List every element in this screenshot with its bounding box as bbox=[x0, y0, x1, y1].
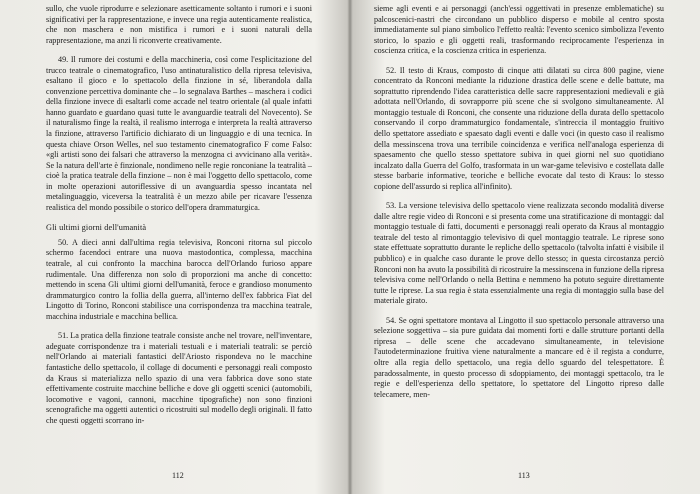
page-number-right: 113 bbox=[518, 471, 530, 480]
paragraph-52: 52. Il testo di Kraus, composto di cinque atti dilatati su circa 800 pagine, viene concentrato da Ronconi mediante la riduzione drastica delle scene e delle battute, ma soprattutto riprendendo l'idea caratteristica delle sacre rappresentazioni medievali e già adottata nell'Orlando, di sovrapporre più scene che si svolgono simultaneamente. Al montaggio testuale di Ronconi, che consente una riduzione della durata dello spettacolo conservando il corpo drammaturgico fondamentale, s'intreccia il montaggio fruitivo dello spettatore assediato e spaesato dagli eventi e dalle voci (in questo caso il realismo della messinscena trova una terribile coincidenza e verifica nell'analoga esperienza di spaesamento che quello stesso spettatore subiva in quei giorni nel suo quotidiano incalzato dalla Guerra del Golfo, trasformata in un war-game televisivo e costellata dalle stesse barbarie informative, teoriche e belliche evocate dal testo di Kraus: lo stesso copione dell'assurdo si replica all'infinito). bbox=[374, 65, 664, 191]
left-text-column bbox=[46, 4, 312, 426]
paragraph-49: 49. Il rumore dei costumi e della macchineria, così come l'esplicitazione del trucco teatrale o cinematografico, l'uso antinaturalistico della ripresa televisiva, esaltano il gioco e lo spettacolo della finzione in sé, liberandola dalla convenzione percettiva dominante che – lo segnalava Barthes – maschera i codici della finzione invece di esaltarli come accade nel teatro orientale (al quale infatti hanno guardato e guardano quasi tutte le avanguardie teatrali del Novecento). Se il naturalismo finge la realtà, il realismo interroga e interpreta la realtà attraverso la finzione, attraverso l'artificio dichiarato di un linguaggio e di una tecnica. In questa chiave Orson Welles, nel suo testamento cinematografico F come Falso: «gli artisti sono dei falsari che attraverso la menzogna ci avvicinano alla verità». Se la natura dell'arte è finzionale, nondimeno nelle regie ronconiane la teatralità – cioè la pratica teatrale della finzione – non è mai l'oggetto dello spettacolo, come in molte operazioni autoriflessive di un avanguardia spesso incantata nel metalinguaggio, viceversa la teatralità è un mezzo abile per ricavare l'essenza realistica del mondo possibile o storico dell'opera drammaturgica. bbox=[46, 55, 312, 212]
paragraph-51: 51. La pratica della finzione teatrale consiste anche nel trovare, nell'inventare, adeguate corrispondenze tra i materiali testuali e i materiali teatrali: se perciò nell'Orlando ai materiali fantastici dell'Ariosto rispondeva no le macchine fantastiche dello spettacolo, il collage di documenti e personaggi reali composto da Kraus si materializza nello spazio di una vera fabbrica dove sono state effettivamente costruite macchine belliche e dove gli oggetti scenici (automobili, locomotive e vagoni, cannoni, macchine tipografiche) non sono finzioni scenografiche ma oggetti autentici o ricostruiti sul modello degli originali. Il fatto che questi oggetti scorrano in- bbox=[46, 331, 312, 425]
paragraph-54: 54. Se ogni spettatore montava al Lingotto il suo spettacolo personale attraverso una selezione soggettiva – sia pure guidata dai momenti forti e dalle strutture portanti della ripresa – delle scene che accadevano simultaneamente, in televisione l'autodeterminazione fruitiva viene naturalmente a mancare ed è il regista a condurre, oltre alla regia dello spettacolo, una regia dello sguardo del telespettatore. È paradossalmente, in questo processo di sdoppiamento, dei montaggi spettacolo, tra le regie e dell'esperienza dello spettatore, lo spettatore del Lingotto ripreso dalle telecamere, men- bbox=[374, 315, 664, 399]
paragraph-53: 53. La versione televisiva dello spettacolo viene realizzata secondo modalità diverse dalle altre regie video di Ronconi e si presenta come una stratificazione di montaggi: dal montaggio testuale di fatti, documenti e personaggi reali operato da Kraus al montaggio teatrale del testo al rimontaggio televisivo di quel montaggio teatrale. Le riprese sono state effettuate soprattutto durante le repliche dello spettacolo (talvolta infatti è visibile il pubblico) e in qualche caso durante le prove dello stesso; in questa circostanza perciò Ronconi non ha avuto la possibilità di ricostruire la messinscena in funzione della ripresa televisiva come nell'Orlando o nella Bettina e nemmeno ha potuto seguire direttamente tutte le riprese. La sua regia è stata essenzialmente una regia di montaggio sulla base del materiale girato. bbox=[374, 201, 664, 306]
paragraph: sieme agli eventi e ai personaggi (anch'essi oggettivati in presenze emblematiche) su palcoscenici-nastri che circondano un pubblico disperso e mobile al centro sposta immediatamente sul piano simbolico l'effetto realtà: l'evento scenico simbolizza l'evento storico, lo spazio e gli oggetti reali, trasformando reciprocamente l'esperienza in coscienza critica, e la coscienza critica in esperienza. bbox=[374, 4, 664, 56]
page-number-left: 112 bbox=[172, 471, 184, 480]
right-text-column bbox=[374, 4, 664, 400]
paragraph: sullo, che vuole riprodurre e selezionare asetticamente soltanto i rumori e i suoni significativi per la rappresentazione, e invece una regia autenticamente realistica, che non maschera e non mistifica i rumori e i suoni naturali della rappresentazione, ma anzi li riconverte creativamente. bbox=[46, 4, 312, 45]
section-heading: Gli ultimi giorni dell'umanità bbox=[46, 223, 147, 233]
right-page bbox=[350, 0, 700, 494]
paragraph-50: 50. A dieci anni dall'ultima regia televisiva, Ronconi ritorna sul piccolo schermo facendoci entrare una nuova mastodontica, complessa, macchina teatrale, al cui confronto la macchina barocca dell'Orlando furioso appare rudimentale. Una differenza non solo di proporzioni ma anche di concetto: mettendo in scena Gli ultimi giorni dell'umanità, feroce e grandioso monumento drammaturgico contro la follia della guerra, all'interno dell'ex fabbrica Fiat del Lingotto di Torino, Ronconi stabilisce una corrispondenza tra macchina teatrale, macchina industriale e macchina bellica. bbox=[46, 237, 312, 321]
